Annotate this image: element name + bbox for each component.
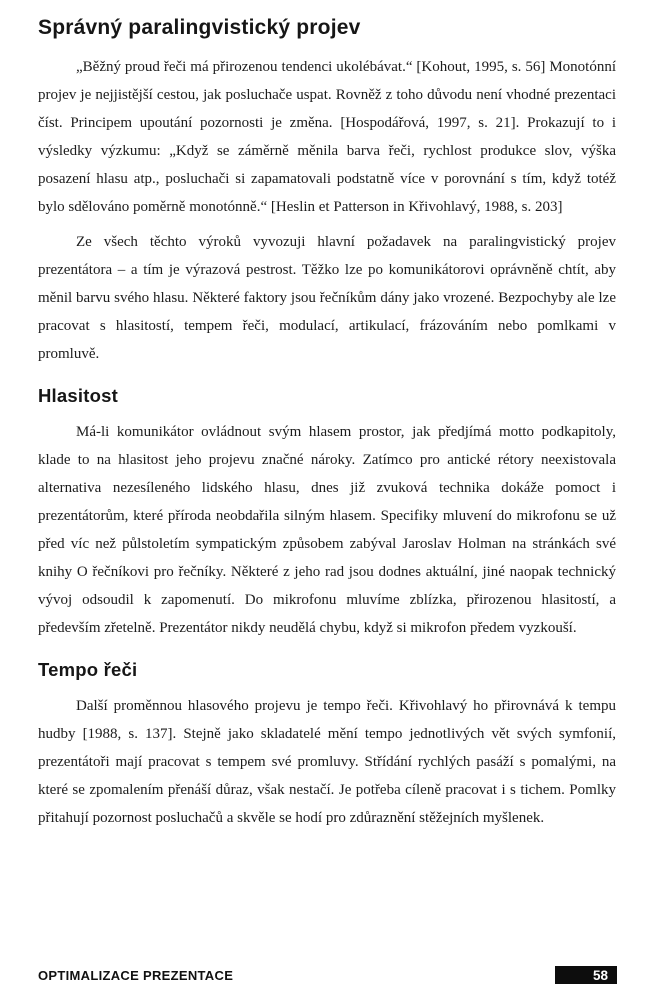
section-hlasitost-paragraph: Má-li komunikátor ovládnout svým hlasem prostor, jak předjímá motto podkapitoly, klade to na hlasitost jeho projevu značné nároky. Zatímco pro antické rétory neexistovala alternativa nezesíleného lidského hlasu, dnes již zvuková technika dokáže pomoct i prezentátorům, které příroda neobdařila silným hlasem. Specifiky mluvení do mikrofonu se už před víc než půlstoletím sympatickým způsobem zabýval Jaroslav Holman na stránkách své knihy O řečníkovi pro řečníky. Některé z jeho rad jsou dodnes aktuální, jiné naopak technický vývoj odsoudil k zapomenutí. Do mikrofonu mluvíme zblízka, přirozenou hlasitostí, a především zřetelně. Prezentátor nikdy neudělá chybu, když si mikrofon předem vyzkouší. <box>38 424 616 636</box>
section-tempo-reci-paragraph: Další proměnnou hlasového projevu je tempo řeči. Křivohlavý ho přirovnává k tempu hudby [1988, s. 137]. Stejně jako skladatelé mění tempo jednotlivých vět svých symfonií, prezentátoři mají pracovat s tempem své promluvy. Střídání rychlých pasáží s pomalými, na které se zpomalením přenáší důraz, však nestačí. Je potřeba cíleně pracovat i s tichem. Pomlky přitahují pozornost posluchačů a skvěle se hodí pro zdůraznění stěžejních myšlenek. <box>38 698 616 826</box>
section-heading-hlasitost: Hlasitost <box>38 385 118 406</box>
intro-paragraph-2: Ze všech těchto výroků vyvozuji hlavní požadavek na paralingvistický projev prezentátora – a tím je výrazová pestrost. Těžko lze po komunikátorovi oprávněně chtít, aby měnil barvu svého hlasu. Některé faktory jsou řečníkům dány jako vrozené. Bezpochyby ale lze pracovat s hlasitostí, tempem řeči, modulací, artikulací, frázováním nebo pomlkami v promluvě. <box>38 234 616 362</box>
page-title: Správný paralingvistický projev <box>38 16 361 39</box>
page-footer <box>38 966 617 984</box>
footer-chapter-label: OPTIMALIZACE PREZENTACE <box>38 967 234 983</box>
section-heading-tempo-reci: Tempo řeči <box>38 659 138 680</box>
intro-paragraph-1: „Běžný proud řeči má přirozenou tendenci ukolébávat.“ [Kohout, 1995, s. 56] Monotónní projev je nejjistější cestou, jak posluchače uspat. Rovněž z toho důvodu není vhodné prezentaci číst. Principem upoutání pozornosti je změna. [Hospodářová, 1997, s. 21]. Prokazují to i výsledky výzkumu: „Když se záměrně měnila barva řeči, rychlost produkce slov, výška posazení hlasu atp., posluchači si zapamatovali podstatně více v porovnání s tím, když totéž bylo sdělováno poměrně monotónně.“ [Heslin et Patterson in Křivohlavý, 1988, s. 203] <box>38 59 616 215</box>
page-number-badge: 58 <box>555 966 617 984</box>
